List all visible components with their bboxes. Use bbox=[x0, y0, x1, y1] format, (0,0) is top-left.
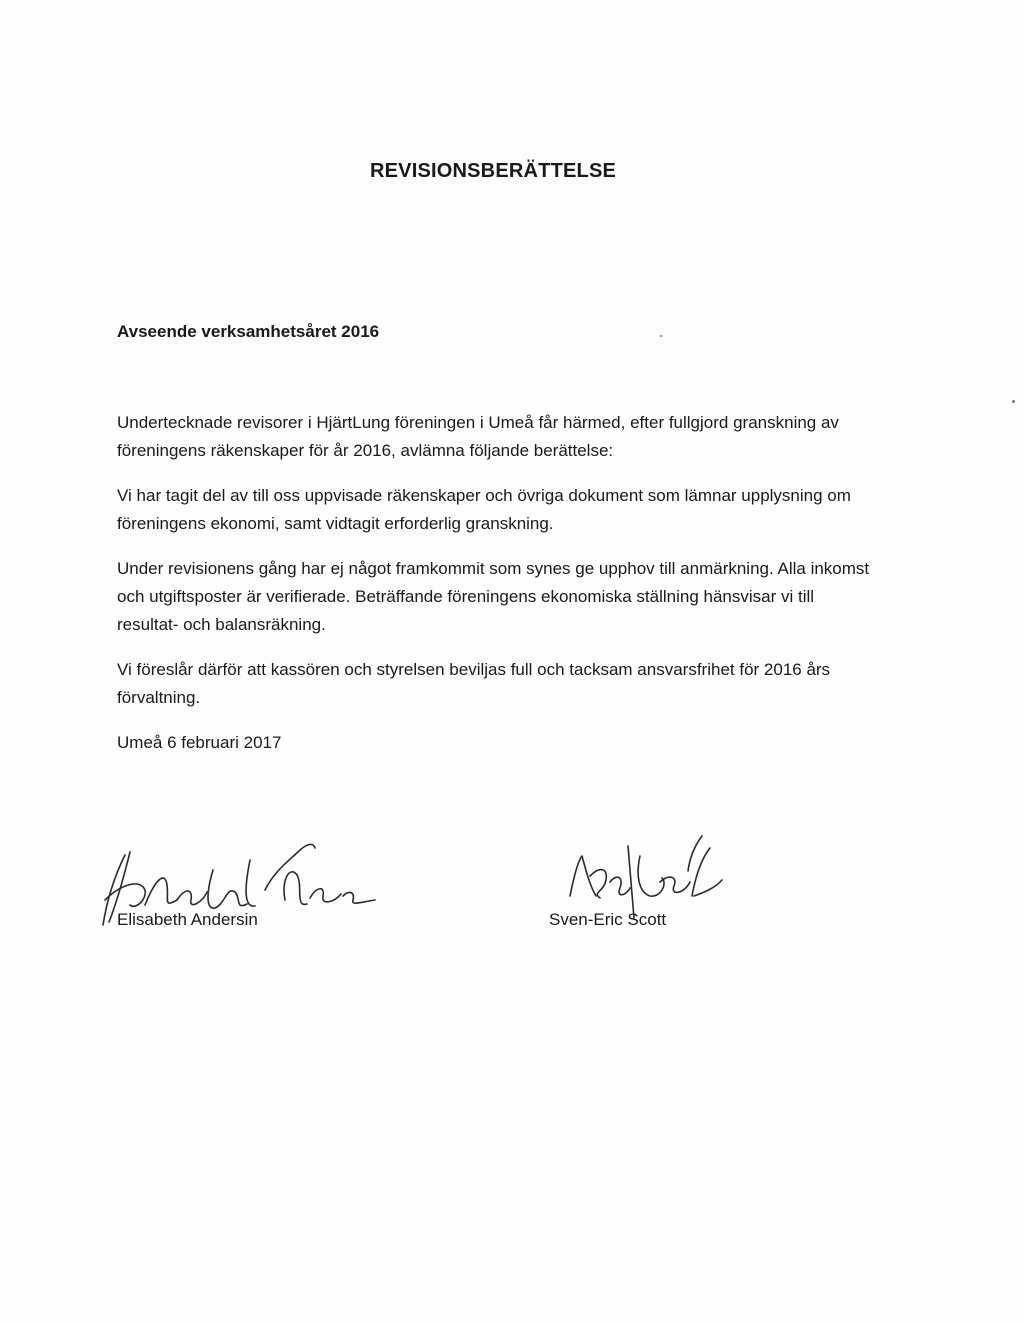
document-title: REVISIONSBERÄTTELSE bbox=[369, 160, 617, 182]
paragraph-review: Vi har tagit del av till oss uppvisade räkenskaper och övriga dokument som lämnar upplysning om föreningens ekonomi, samt vidtagit erforderlig granskning. bbox=[117, 486, 851, 533]
scan-speck bbox=[1012, 400, 1015, 403]
signatory-name-1: Elisabeth Andersin bbox=[117, 910, 258, 929]
paragraph-findings: Under revisionens gång har ej något framkommit som synes ge upphov till anmärkning. Alla inkomst och utgiftsposter är verifierade. Beträffande föreningens ekonomiska ställning hänsvisar vi till resultat- och balansräkning. bbox=[117, 559, 870, 634]
signatory-name-2: Sven-Eric Scott bbox=[549, 910, 667, 929]
scan-speck bbox=[660, 335, 662, 337]
paragraph-intro: Undertecknade revisorer i HjärtLung föreningen i Umeå får härmed, efter fullgjord granskning av föreningens räkenskaper för år 2016, avlämna följande berättelse: bbox=[117, 413, 839, 460]
document-date: Umeå 6 februari 2017 bbox=[117, 733, 282, 752]
document-subtitle: Avseende verksamhetsåret 2016 bbox=[117, 322, 380, 341]
paragraph-proposal: Vi föreslår därför att kassören och styrelsen beviljas full och tacksam ansvarsfrihet för 2016 års förvaltning. bbox=[117, 660, 831, 707]
